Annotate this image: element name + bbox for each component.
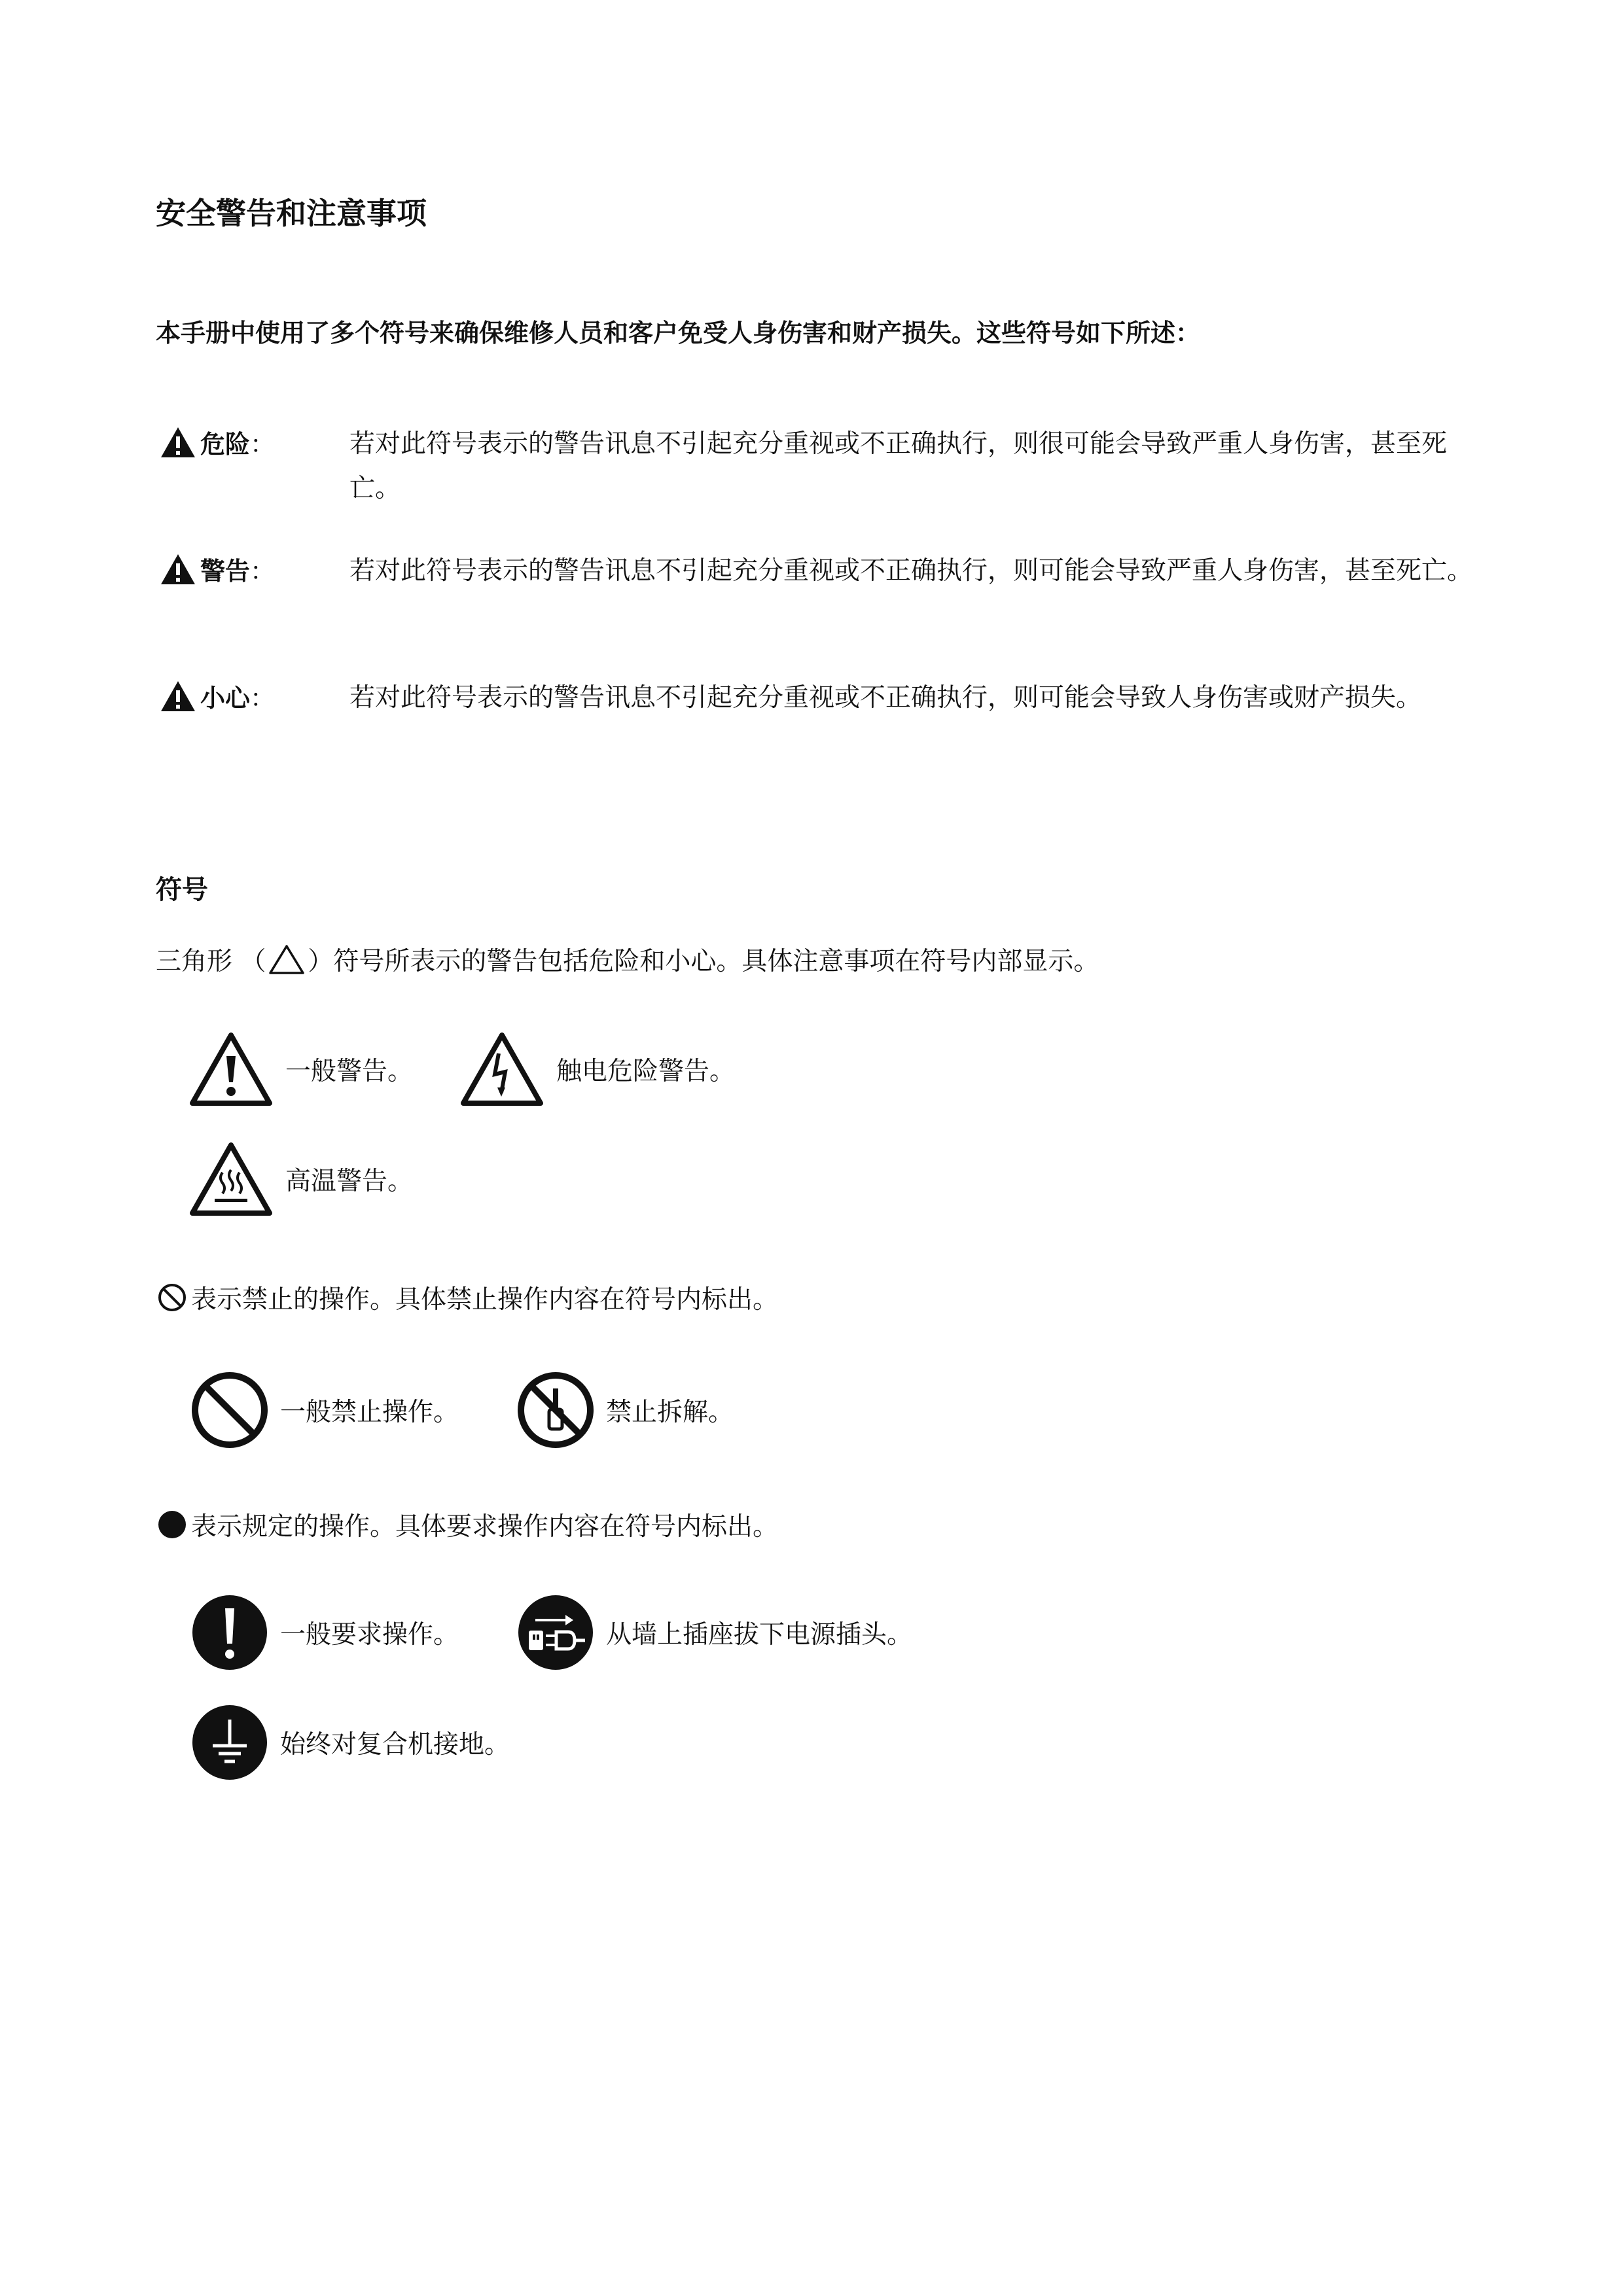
caution-label-colon: ：	[250, 684, 276, 713]
electric-shock-symbol	[459, 1031, 735, 1107]
danger-label-colon: ：	[250, 430, 276, 459]
danger-label-text: 危险	[200, 430, 251, 459]
intro-text: 本手册中使用了多个符号来确保维修人员和客户免受人身伤害和财产损失。这些符号如下所述：	[156, 319, 1201, 347]
mandatory-icon	[191, 1594, 268, 1671]
caution-label	[160, 678, 275, 714]
general-prohibition-label: 一般禁止操作。	[280, 1398, 459, 1427]
prohibit-note-text: 表示禁止的操作。具体禁止操作内容在符号内标出。	[191, 1285, 779, 1315]
triangle-note-after: ）符号所表示的警告包括危险和小心。具体注意事项在符号内部显示。	[308, 947, 1099, 976]
warning-triangle-icon	[160, 680, 196, 713]
no-disassembly-icon	[517, 1371, 594, 1449]
prohibit-note	[157, 1279, 778, 1316]
warning-triangle-icon	[188, 1031, 274, 1107]
no-disassembly-symbol	[517, 1371, 734, 1449]
triangle-note-before: 三角形 （	[156, 947, 266, 976]
ground-icon	[191, 1704, 268, 1781]
general-mandatory-label: 一般要求操作。	[280, 1620, 459, 1650]
hot-surface-icon	[188, 1141, 274, 1217]
caution-label-text: 小心	[200, 684, 251, 713]
general-warning-symbol	[188, 1031, 413, 1107]
require-note	[157, 1506, 778, 1543]
danger-label	[160, 424, 275, 460]
caution-description: 若对此符号表示的警告讯息不引起充分重视或不正确执行，则可能会导致人身伤害或财产损失。	[349, 683, 1422, 713]
require-note-text: 表示规定的操作。具体要求操作内容在符号内标出。	[191, 1512, 779, 1542]
general-mandatory-symbol	[191, 1594, 459, 1671]
general-prohibition-symbol	[191, 1371, 459, 1449]
triangle-note	[156, 941, 1099, 978]
page-title: 安全警告和注意事项	[156, 196, 427, 231]
ground-symbol	[191, 1704, 510, 1781]
ground-label: 始终对复合机接地。	[280, 1730, 510, 1759]
outline-triangle-icon	[268, 944, 305, 975]
danger-description: 若对此符号表示的警告讯息不引起充分重视或不正确执行，则很可能会导致严重人身伤害，甚至死亡。	[349, 429, 1448, 503]
warning-label-text: 警告	[200, 557, 251, 586]
warning-triangle-icon	[160, 426, 196, 459]
hot-surface-label: 高温警告。	[285, 1167, 414, 1196]
warning-description: 若对此符号表示的警告讯息不引起充分重视或不正确执行，则可能会导致严重人身伤害，甚至死亡。	[349, 556, 1473, 586]
symbols-heading: 符号	[156, 875, 208, 905]
hot-surface-symbol	[188, 1141, 413, 1217]
warning-label	[160, 551, 275, 587]
unplug-symbol	[517, 1594, 912, 1671]
warning-triangle-icon	[160, 553, 196, 586]
unplug-label: 从墙上插座拔下电源插头。	[606, 1620, 913, 1650]
general-warning-label: 一般警告。	[285, 1057, 414, 1086]
prohibition-icon	[157, 1282, 187, 1313]
unplug-icon	[517, 1594, 594, 1671]
filled-circle-icon	[157, 1510, 187, 1540]
warning-label-colon: ：	[250, 557, 276, 586]
no-disassembly-label: 禁止拆解。	[606, 1398, 734, 1427]
electric-shock-icon	[459, 1031, 544, 1107]
electric-shock-label: 触电危险警告。	[556, 1057, 736, 1086]
prohibition-icon	[191, 1371, 268, 1449]
